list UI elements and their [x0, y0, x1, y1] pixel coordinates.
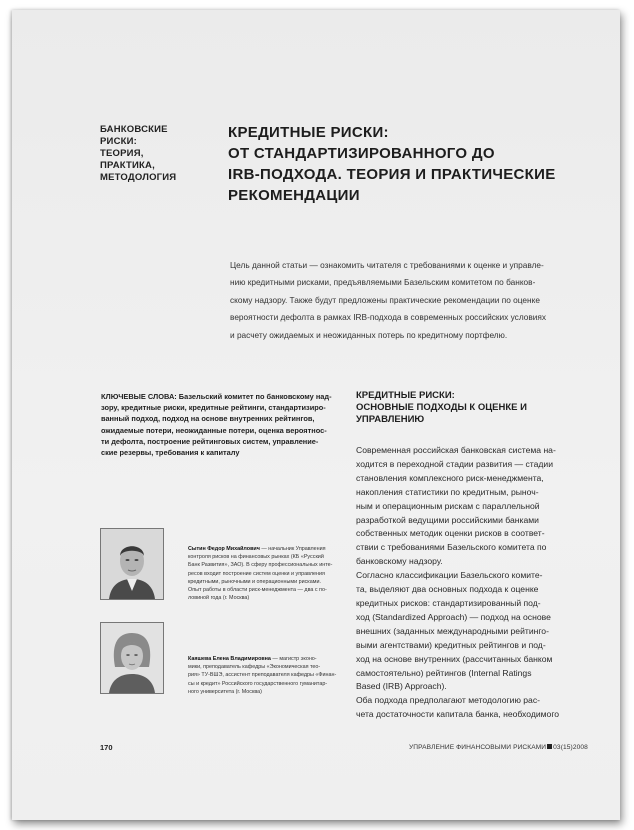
- female-portrait-photo-icon: [101, 623, 163, 693]
- author-bio-1: Сытин Федор Михайлович — начальник Управления контроля рисков на финансовых рынках (КБ «Русский Банк Развития», ЗАО). В сферу профессиональных инте- ресов входит построение систем оценки и управления кредитными, рыночными и операционными рисками. Опыт работы в области риск-менеджмента — два с по- ловиной года (г. Москва): [188, 546, 333, 602]
- author-photo-male: [100, 528, 164, 600]
- author-photo-female: [100, 622, 164, 694]
- male-portrait-photo-icon: [101, 529, 163, 599]
- section-label: БАНКОВСКИЕ РИСКИ: ТЕОРИЯ, ПРАКТИКА, МЕТОДОЛОГИЯ: [100, 124, 177, 183]
- section-heading: КРЕДИТНЫЕ РИСКИ: ОСНОВНЫЕ ПОДХОДЫ К ОЦЕНКЕ И УПРАВЛЕНИЮ: [356, 390, 527, 425]
- journal-issue: 03(15)2008: [553, 744, 588, 751]
- abstract: Цель данной статьи — ознакомить читателя с требованиями к оценке и управле- нию кредитными рисками, предъявляемыми Базельским комитетом по банков- скому надзору. Также будут предложены практические рекомендации по оценке вероятности дефолта в рамках IRB-подхода в современных российских условиях и расчету ожидаемых и неожиданных потерь по кредитному портфелю.: [230, 260, 547, 340]
- square-bullet-icon: [547, 744, 552, 749]
- body-text: Современная российская банковская система на- ходится в переходной стадии развития — стадии становления комплексного риск-менеджмента, накопления статистики по кредитным, рыноч- ным и операционным рискам с параллельной разработкой ведущими российскими банками собственных методик оценки рисков в соответ- ствии с требованиями Базельского комитета по банковскому надзору. Согласно классификации Базельского комите- та, выделяют два основных подхода к оценке кредитных рисков: стандартизированный под- ход (Standardized Approach) — подход на основе внешних (заданных международными рейтинго- выми агентствами) кредитных рейтингов и под- ход на основе внутренних (рассчитанных банком самостоятельно) рейтингов (Internal Ratings Based (IRB) Approach). Оба подхода предполагают методологию рас- чета достаточности капитала банка, необходимого: [356, 445, 560, 720]
- journal-page: [12, 10, 620, 820]
- article-title: КРЕДИТНЫЕ РИСКИ: ОТ СТАНДАРТИЗИРОВАННОГО ДО IRB-ПОДХОДА. ТЕОРИЯ И ПРАКТИЧЕСКИЕ РЕКОМЕНДАЦИИ: [228, 124, 556, 204]
- page-number: 170: [100, 743, 113, 752]
- author-name: Сытин Федор Михайлович: [188, 546, 260, 552]
- journal-name: УПРАВЛЕНИЕ ФИНАНСОВЫМИ РИСКАМИ: [409, 744, 547, 751]
- author-name: Каяшева Елена Владимировна: [188, 656, 271, 662]
- keywords: КЛЮЧЕВЫЕ СЛОВА: Базельский комитет по банковскому над- зору, кредитные риски, кредитные рейтинги, стандартизиро- ванный подход, подход на основе внутренних рейтингов, ожидаемые потери, неожиданные потери, оценка вероятнос- ти дефолта, построение рейтинговых систем, управление- ские резервы, требования к капиталу: [101, 392, 332, 458]
- journal-footer: [409, 744, 588, 751]
- author-bio-2: Каяшева Елена Владимировна — магистр эконо- мики, преподаватель кафедры «Экономическая тео- рия» ТУ-ВШЭ, ассистент преподавателя кафедры «Финан- сы и кредит» Российского государственного гуманитар- ного университета (г. Москва): [188, 656, 337, 695]
